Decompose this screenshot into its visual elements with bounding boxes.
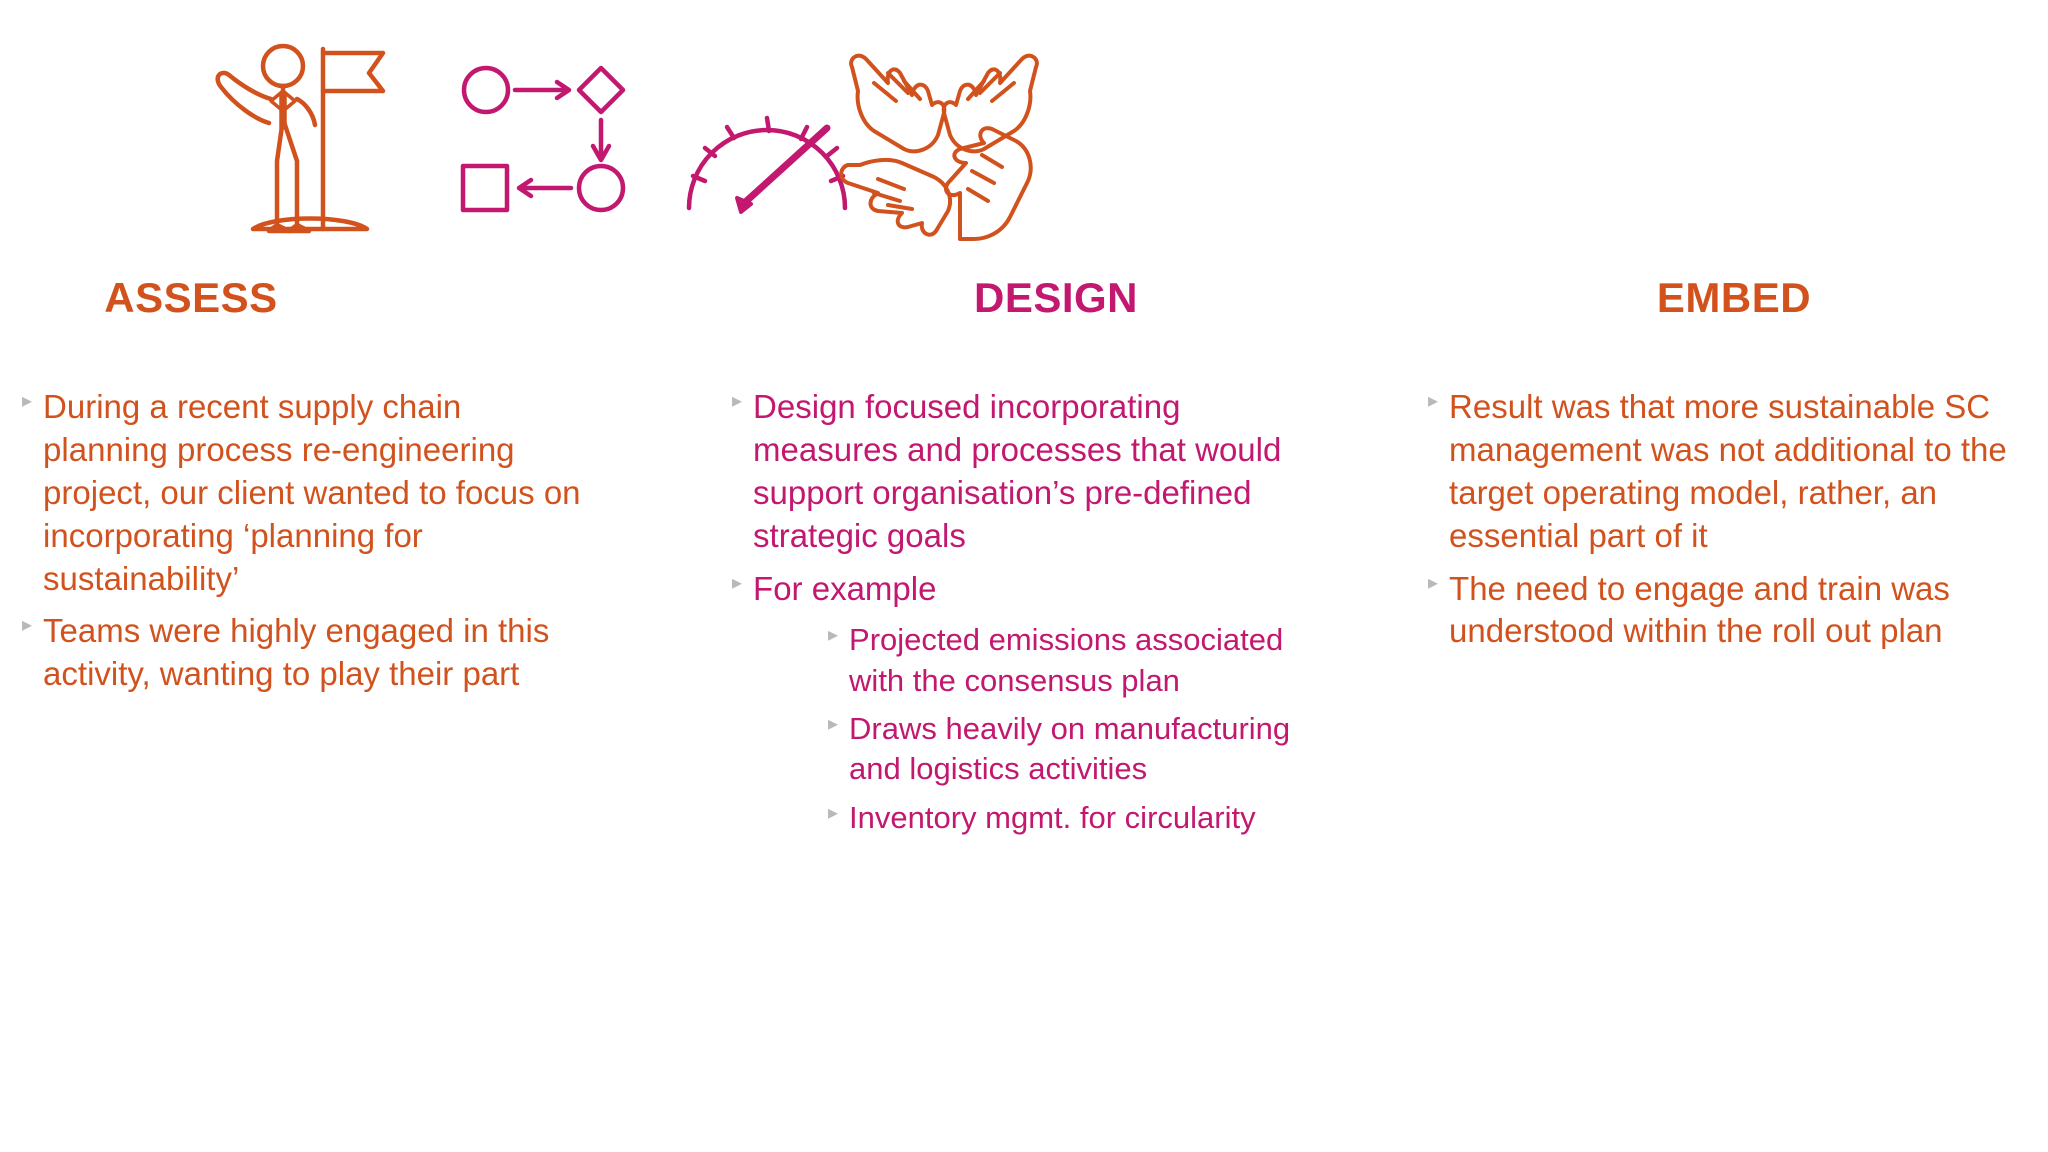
- column-embed: [1400, 30, 2048, 1152]
- bullet-text: Draws heavily on manufacturing and logistics activities: [849, 711, 1291, 787]
- bullet-text: Design focused incorporating measures and processes that would support organisation’s pre-defined strategic goals: [753, 388, 1282, 554]
- column-heading-assess: ASSESS: [104, 274, 278, 321]
- four-hands-teamwork-icon: [834, 43, 1054, 248]
- bullet-text: Projected emissions associated with the consensus plan: [849, 622, 1284, 698]
- bullet-list-design: [732, 386, 1352, 838]
- bullet-text: Result was that more sustainable SC management was not additional to the target operating model, rather, an essential part of it: [1449, 388, 2007, 554]
- list-item: [828, 620, 1298, 701]
- list-item: [1428, 386, 2008, 558]
- column-heading-design: DESIGN: [973, 274, 1139, 321]
- bullet-marker-icon: ▸: [1428, 571, 1439, 594]
- bullet-text: The need to engage and train was understood within the roll out plan: [1449, 569, 1950, 650]
- list-item: [828, 798, 1298, 838]
- bullet-marker-icon: ▸: [22, 614, 33, 637]
- bullet-marker-icon: ▸: [732, 571, 743, 594]
- bullet-marker-icon: ▸: [828, 713, 839, 736]
- bullet-marker-icon: ▸: [828, 624, 839, 647]
- list-item: [732, 386, 1312, 558]
- bullet-marker-icon: ▸: [732, 390, 743, 412]
- list-item: [828, 709, 1298, 790]
- embed-icon-wrap: [0, 30, 2048, 260]
- bullet-marker-icon: ▸: [1428, 390, 1439, 412]
- bullet-marker-icon: ▸: [22, 390, 33, 412]
- bullet-list-assess: [22, 386, 622, 696]
- bullet-text: Inventory mgmt. for circularity: [849, 799, 1256, 835]
- list-item: [22, 386, 592, 600]
- bullet-text: For example: [753, 569, 937, 607]
- bullet-marker-icon: ▸: [828, 801, 839, 824]
- bullet-list-embed: [1428, 386, 2048, 653]
- bullet-text: Teams were highly engaged in this activity, wanting to play their part: [43, 612, 550, 693]
- list-item: [22, 610, 592, 696]
- bullet-text: During a recent supply chain planning process re-engineering project, our client wanted to focus on incorporating ‘planning for sustainability’: [43, 388, 581, 597]
- column-heading-embed: EMBED: [1656, 274, 1812, 321]
- list-item: [732, 568, 1312, 611]
- list-item: [1428, 568, 2008, 654]
